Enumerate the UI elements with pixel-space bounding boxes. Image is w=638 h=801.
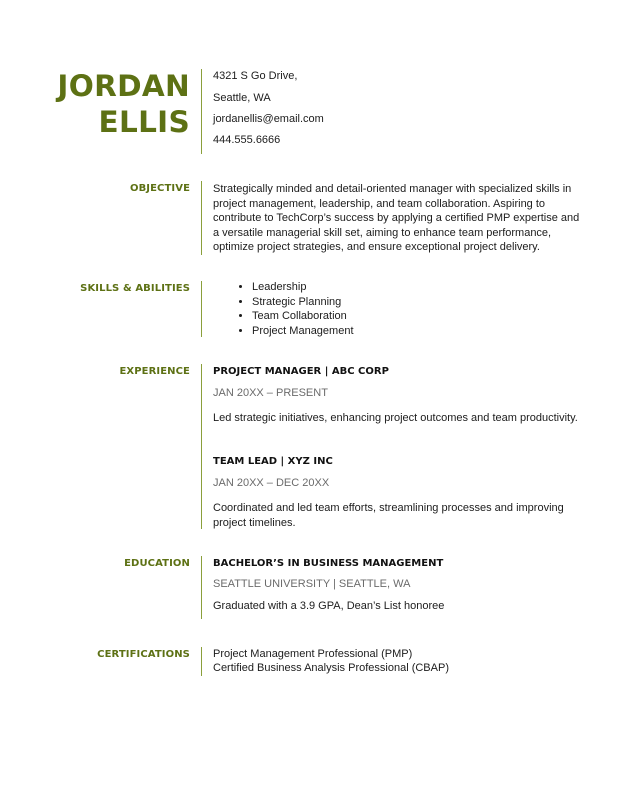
skills-list [213,280,354,338]
school: SEATTLE UNIVERSITY | SEATTLE, WA [213,578,411,590]
certifications-label: CERTIFICATIONS [97,649,190,660]
degree: BACHELOR’S IN BUSINESS MANAGEMENT [213,558,444,569]
skill-item: • Strategic Planning [252,295,354,310]
education-note: Graduated with a 3.9 GPA, Dean’s List honoree [213,600,445,612]
education-divider [201,556,202,619]
job-title: PROJECT MANAGER | ABC CORP [213,366,389,377]
objective-text: Strategically minded and detail-oriented manager with specialized skills in project management, leadership, and team collaboration. Aspiring to contribute to TechCorp’s success by applying a certified PMP expertise and a versatile managerial skill set, aiming to enhance team performance, optimize project strategies, and ensure exceptional project delivery. [213,183,580,253]
candidate-name [57,68,190,140]
skill-item: • Team Collaboration [252,309,354,324]
certification-item: Certified Business Analysis Professional (CBAP) [213,662,449,674]
job-dates: JAN 20XX – PRESENT [213,387,328,399]
certification-item: Project Management Professional (PMP) [213,648,413,660]
last-name: ELLIS [98,105,190,139]
address-line-2: Seattle, WA [213,92,271,104]
experience-label: EXPERIENCE [119,366,190,377]
certifications-divider [201,647,202,676]
skills-divider [201,281,202,337]
experience-divider [201,364,202,529]
skill-item: • Project Management [252,324,354,339]
objective-divider [201,181,202,255]
skill-item: • Leadership [252,280,354,295]
address-line-1: 4321 S Go Drive, [213,70,298,82]
objective-label: OBJECTIVE [129,183,190,194]
email: jordanellis@email.com [213,113,324,125]
job-description: Coordinated and led team efforts, streamlining processes and improving project timelines. [213,502,564,529]
header-divider [201,69,202,154]
first-name: JORDAN [57,69,190,103]
education-label: EDUCATION [124,558,190,569]
job-dates: JAN 20XX – DEC 20XX [213,477,330,489]
job-title: TEAM LEAD | XYZ INC [213,456,333,467]
job-description: Led strategic initiatives, enhancing project outcomes and team productivity. [213,412,578,424]
skills-label: SKILLS & ABILITIES [80,283,190,294]
phone: 444.555.6666 [213,134,281,146]
